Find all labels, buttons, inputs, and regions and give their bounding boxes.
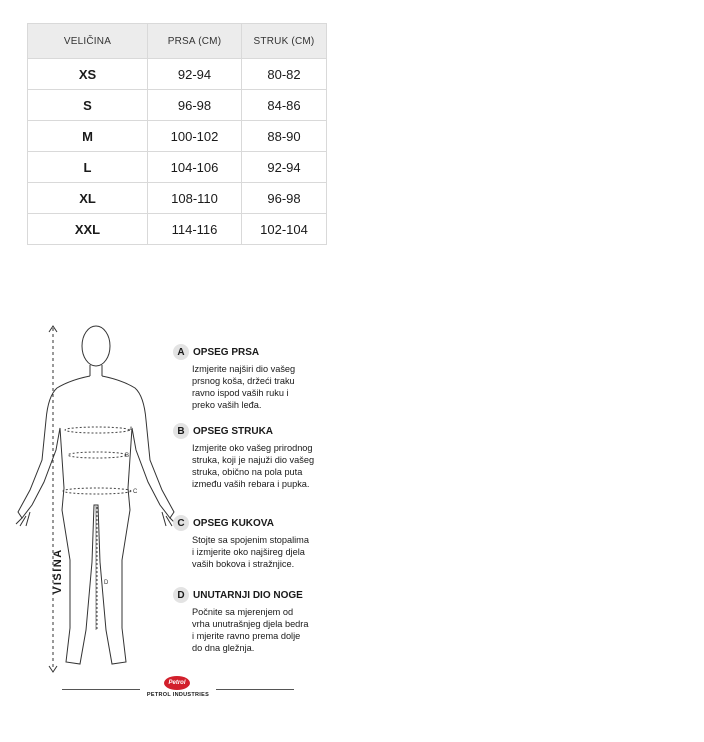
body-outline-figure bbox=[0, 300, 200, 680]
header-chest: PRSA (CM) bbox=[148, 24, 242, 59]
description-line: Stojte sa spojenim stopalima bbox=[192, 535, 309, 545]
letter-badge: A bbox=[173, 344, 189, 360]
table-row bbox=[28, 152, 327, 183]
waist-cell: 96-98 bbox=[242, 183, 327, 214]
divider bbox=[62, 689, 140, 690]
measurement-hips bbox=[173, 515, 333, 570]
waist-cell: 80-82 bbox=[242, 59, 327, 90]
table-row bbox=[28, 59, 327, 90]
measurement-description bbox=[192, 534, 333, 570]
size-cell: XL bbox=[28, 183, 148, 214]
chest-cell: 108-110 bbox=[148, 183, 242, 214]
size-cell: XXL bbox=[28, 214, 148, 245]
letter-badge: D bbox=[173, 587, 189, 603]
measurement-title: OPSEG PRSA bbox=[193, 346, 260, 358]
measurement-title: OPSEG STRUKA bbox=[193, 425, 274, 437]
chest-cell: 104-106 bbox=[148, 152, 242, 183]
chest-cell: 92-94 bbox=[148, 59, 242, 90]
marker-c: C bbox=[133, 489, 138, 495]
chest-measure-line bbox=[65, 427, 129, 433]
description-line: Izmjerite najširi dio vašeg bbox=[192, 364, 296, 374]
marker-d: D bbox=[104, 580, 109, 586]
waist-cell: 88-90 bbox=[242, 121, 327, 152]
description-line: između vaših rebara i pupka. bbox=[192, 479, 310, 489]
description-line: Izmjerite oko vašeg prirodnog bbox=[192, 443, 313, 453]
measurement-description bbox=[192, 442, 333, 490]
petrol-logo: Petrol bbox=[164, 676, 190, 690]
description-line: preko vaših leđa. bbox=[192, 400, 262, 410]
size-cell: L bbox=[28, 152, 148, 183]
waist-measure-line bbox=[68, 452, 126, 458]
waist-cell: 102-104 bbox=[242, 214, 327, 245]
height-label: VISINA bbox=[52, 548, 64, 594]
size-table-header-row bbox=[28, 24, 327, 59]
description-line: vrha unutrašnjeg djela bedra bbox=[192, 619, 309, 629]
letter-badge: C bbox=[173, 515, 189, 531]
size-cell: XS bbox=[28, 59, 148, 90]
header-size: VELIČINA bbox=[28, 24, 148, 59]
measurement-title: OPSEG KUKOVA bbox=[193, 517, 274, 529]
table-row bbox=[28, 121, 327, 152]
description-line: i mjerite ravno prema dolje bbox=[192, 631, 301, 641]
chest-cell: 100-102 bbox=[148, 121, 242, 152]
description-line: i izmjerite oko najšireg djela bbox=[192, 547, 305, 557]
left-hand-icon bbox=[16, 512, 30, 526]
measurement-description bbox=[192, 606, 333, 654]
waist-cell: 84-86 bbox=[242, 90, 327, 121]
table-row bbox=[28, 214, 327, 245]
hip-measure-line bbox=[63, 488, 131, 494]
chest-cell: 96-98 bbox=[148, 90, 242, 121]
measurement-description bbox=[192, 363, 333, 411]
description-line: struka, koji je najuži dio vašeg bbox=[192, 455, 315, 465]
header-waist: STRUK (CM) bbox=[242, 24, 327, 59]
marker-b: B bbox=[125, 453, 130, 459]
letter-badge: B bbox=[173, 423, 189, 439]
brand-footer bbox=[60, 674, 296, 704]
measurement-title: UNUTARNJI DIO NOGE bbox=[193, 589, 303, 601]
chest-cell: 114-116 bbox=[148, 214, 242, 245]
description-line: struka, obično na pola puta bbox=[192, 467, 303, 477]
divider bbox=[216, 689, 294, 690]
table-row bbox=[28, 183, 327, 214]
measurement-chest bbox=[173, 344, 333, 411]
description-line: do dna gležnja. bbox=[192, 643, 255, 653]
figure-neck bbox=[90, 365, 102, 376]
table-row bbox=[28, 90, 327, 121]
measurement-inseam bbox=[173, 587, 333, 654]
description-line: vaših bokova i stražnjice. bbox=[192, 559, 295, 569]
description-line: ravno ispod vaših ruku i bbox=[192, 388, 289, 398]
brand-name: PETROL INDUSTRIES bbox=[146, 692, 210, 698]
figure-head bbox=[82, 326, 110, 366]
size-cell: M bbox=[28, 121, 148, 152]
description-line: Počnite sa mjerenjem od bbox=[192, 607, 294, 617]
size-cell: S bbox=[28, 90, 148, 121]
measurement-waist bbox=[173, 423, 333, 490]
description-line: prsnog koša, držeći traku bbox=[192, 376, 295, 386]
size-table bbox=[27, 23, 327, 245]
waist-cell: 92-94 bbox=[242, 152, 327, 183]
marker-a: A bbox=[129, 427, 134, 433]
